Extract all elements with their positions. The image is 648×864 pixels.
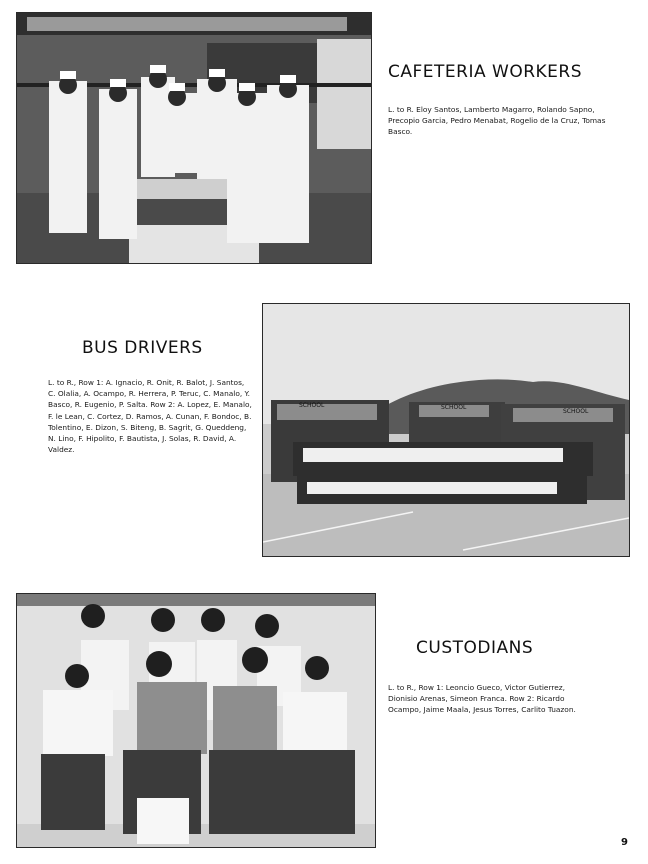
cafeteria-workers-heading: CAFETERIA WORKERS [388, 62, 582, 82]
cafeteria-workers-photo [16, 12, 372, 264]
page-number: 9 [621, 837, 628, 848]
cafeteria-workers-caption: L. to R. Eloy Santos, Lamberto Magarro, Rolando Sapno, Precopio Garcia, Pedro Menabat, Rogelio de la Cruz, Tomas Basco. [388, 105, 606, 137]
bus-drivers-heading: BUS DRIVERS [82, 338, 203, 358]
bus-sign-3: SCHOOL [563, 408, 589, 415]
bus-drivers-photo [262, 303, 630, 557]
custodians-caption: L. to R., Row 1: Leoncio Gueco, Victor Gutierrez, Dionisio Arenas, Simeon Franca. Row 2: Ricardo Ocampo, Jaime Maala, Jesus Torres, Carlito Tuazon. [388, 683, 576, 715]
bus-drivers-caption: L. to R., Row 1: A. Ignacio, R. Onit, R. Balot, J. Santos, C. Olalia, A. Ocampo, R. Herrera, P. Teruc, C. Manalo, Y. Basco, R. Eugenio, P. Salta. Row 2: A. Lopez, E. Manalo, F. le Lean, C. Cortez, D. Ramos, A. Cunan, F. Bondoc, B. Tolentino, E. Dizon, S. Biteng, B. Sagrit, G. Queddeng, N. Lino, F. Hipolito, F. Bautista, J. Solas, R. David, A. Valdez. [48, 378, 252, 455]
custodians-heading: CUSTODIANS [416, 638, 534, 658]
bus-sign-2: SCHOOL [441, 404, 467, 411]
bus-sign-1: SCHOOL [299, 402, 325, 409]
custodians-photo [16, 593, 376, 848]
